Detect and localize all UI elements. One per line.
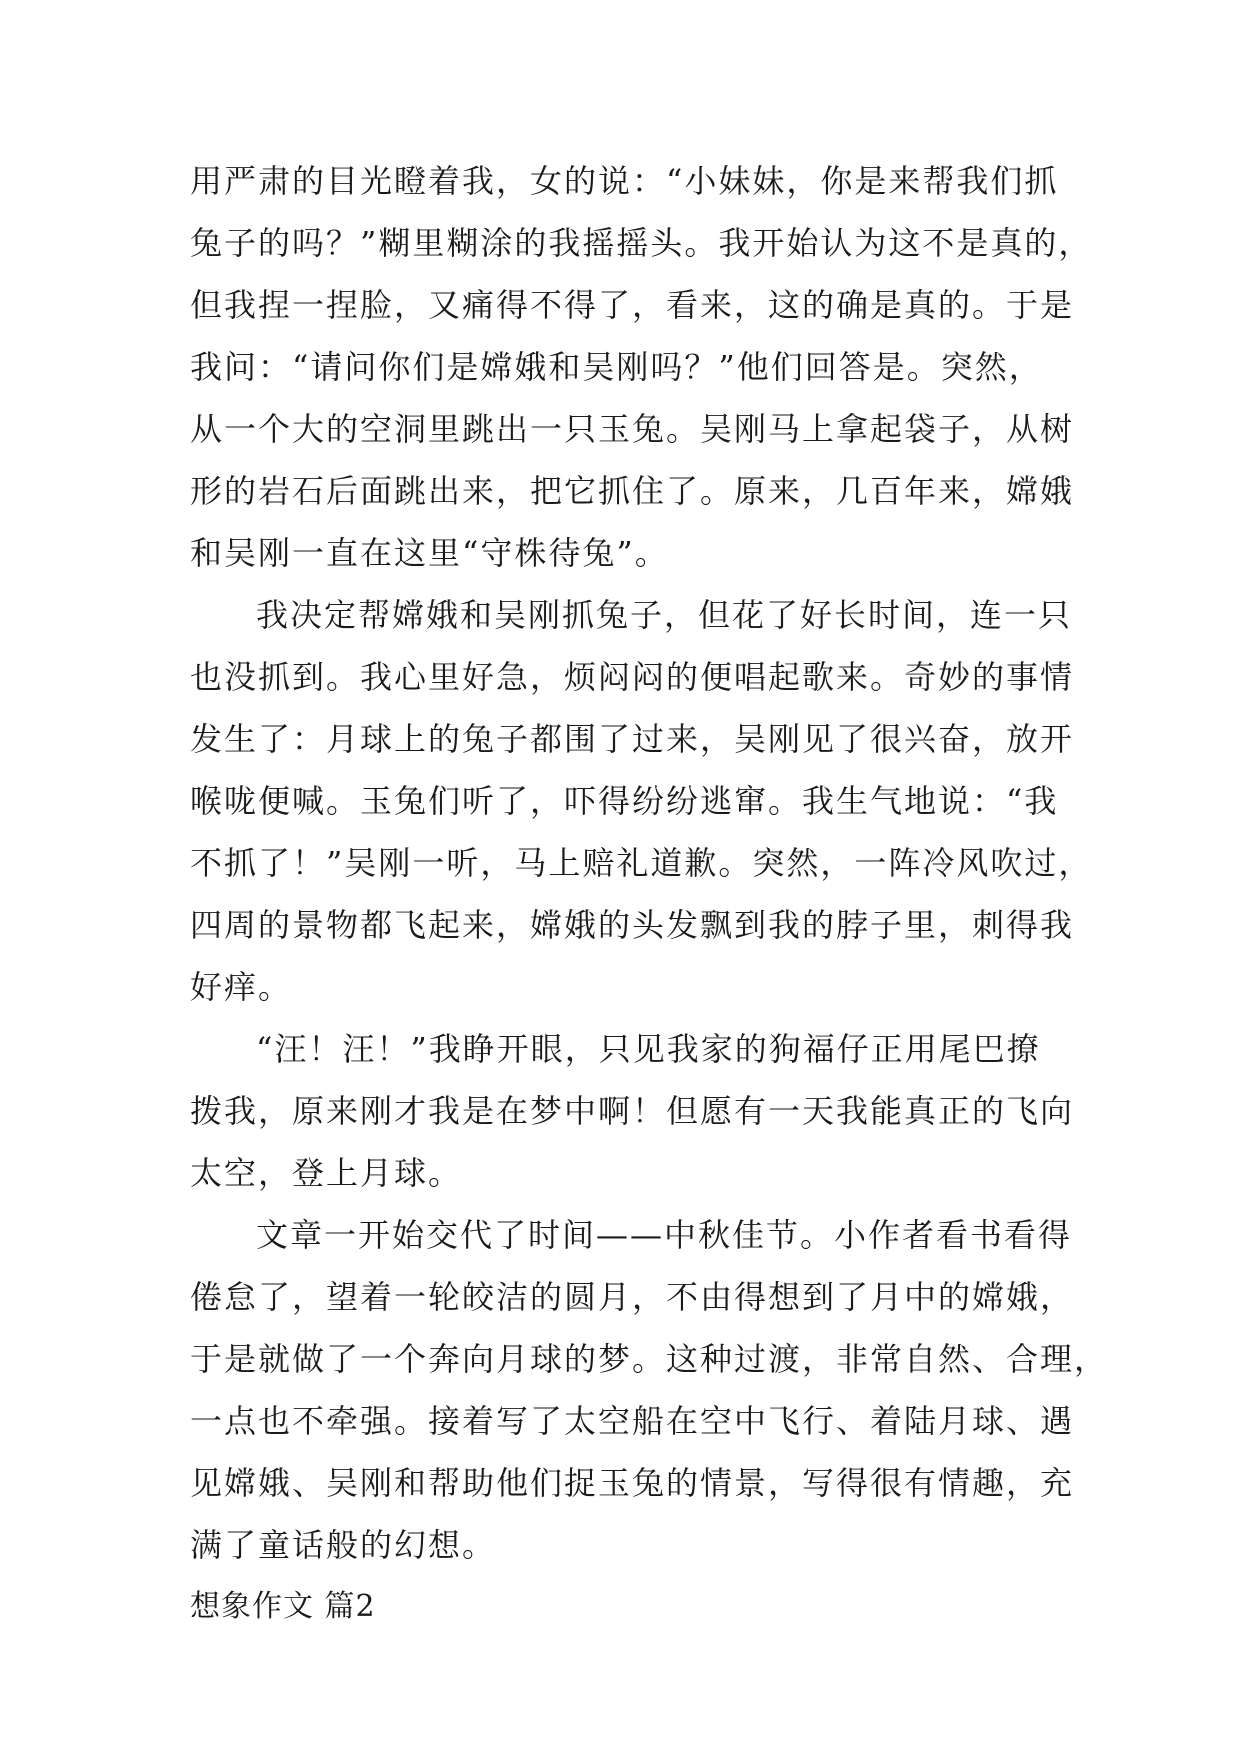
text-line: 从一个大的空洞里跳出一只玉兔。吴刚马上拿起袋子，从树 [190, 410, 1075, 448]
text-line: 发生了：月球上的兔子都围了过来，吴刚见了很兴奋，放开 [190, 720, 1075, 758]
text-line: 好痒。 [190, 968, 293, 1006]
text-line: 用严肃的目光瞪着我，女的说：“小妹妹，你是来帮我们抓 [190, 162, 1059, 200]
text-line: 但我捏一捏脸，又痛得不得了，看来，这的确是真的。于是 [190, 286, 1075, 324]
text-line: 见嫦娥、吴刚和帮助他们捉玉兔的情景，写得很有情趣，充 [190, 1464, 1075, 1502]
document-page [190, 150, 1109, 1638]
text-line: 和吴刚一直在这里“守株待兔”。 [190, 534, 669, 572]
text-line: 倦怠了，望着一轮皎洁的圆月，不由得想到了月中的嫦娥， [190, 1278, 1075, 1316]
text-line-first: “汪！汪！”我睁开眼，只见我家的狗福仔正用尾巴撩 [256, 1030, 1041, 1068]
text-line: 兔子的吗？”糊里糊涂的我摇摇头。我开始认为这不是真的， [190, 224, 1093, 262]
text-line-first: 文章一开始交代了时间——中秋佳节。小作者看书看得 [256, 1216, 1073, 1254]
text-line: 喉咙便喊。玉兔们听了，吓得纷纷逃窜。我生气地说：“我 [190, 782, 1059, 820]
paragraph-1 [190, 150, 1093, 584]
text-line: 也没抓到。我心里好急，烦闷闷的便唱起歌来。奇妙的事情 [190, 658, 1075, 696]
paragraph-4-commentary [190, 1204, 1109, 1576]
paragraph-3 [190, 1018, 1075, 1204]
text-line: 一点也不牵强。接着写了太空船在空中飞行、着陆月球、遇 [190, 1402, 1075, 1440]
text-line: 满了童话般的幻想。 [190, 1526, 497, 1564]
text-line: 不抓了！”吴刚一听，马上赔礼道歉。突然，一阵冷风吹过， [190, 844, 1093, 882]
text-line: 形的岩石后面跳出来，把它抓住了。原来，几百年来，嫦娥 [190, 472, 1075, 510]
text-line: 四周的景物都飞起来，嫦娥的头发飘到我的脖子里，刺得我 [190, 906, 1075, 944]
text-line: 太空，登上月球。 [190, 1154, 463, 1192]
text-line-first: 我决定帮嫦娥和吴刚抓兔子，但花了好长时间，连一只 [256, 596, 1073, 634]
text-line: 于是就做了一个奔向月球的梦。这种过渡，非常自然、合理， [190, 1340, 1109, 1378]
text-line: 拨我，原来刚才我是在梦中啊！但愿有一天我能真正的飞向 [190, 1092, 1075, 1130]
paragraph-2 [190, 584, 1093, 1018]
section-heading: 想象作文 篇2 [190, 1589, 376, 1624]
text-line: 我问：“请问你们是嫦娥和吴刚吗？”他们回答是。突然， [190, 348, 1043, 386]
